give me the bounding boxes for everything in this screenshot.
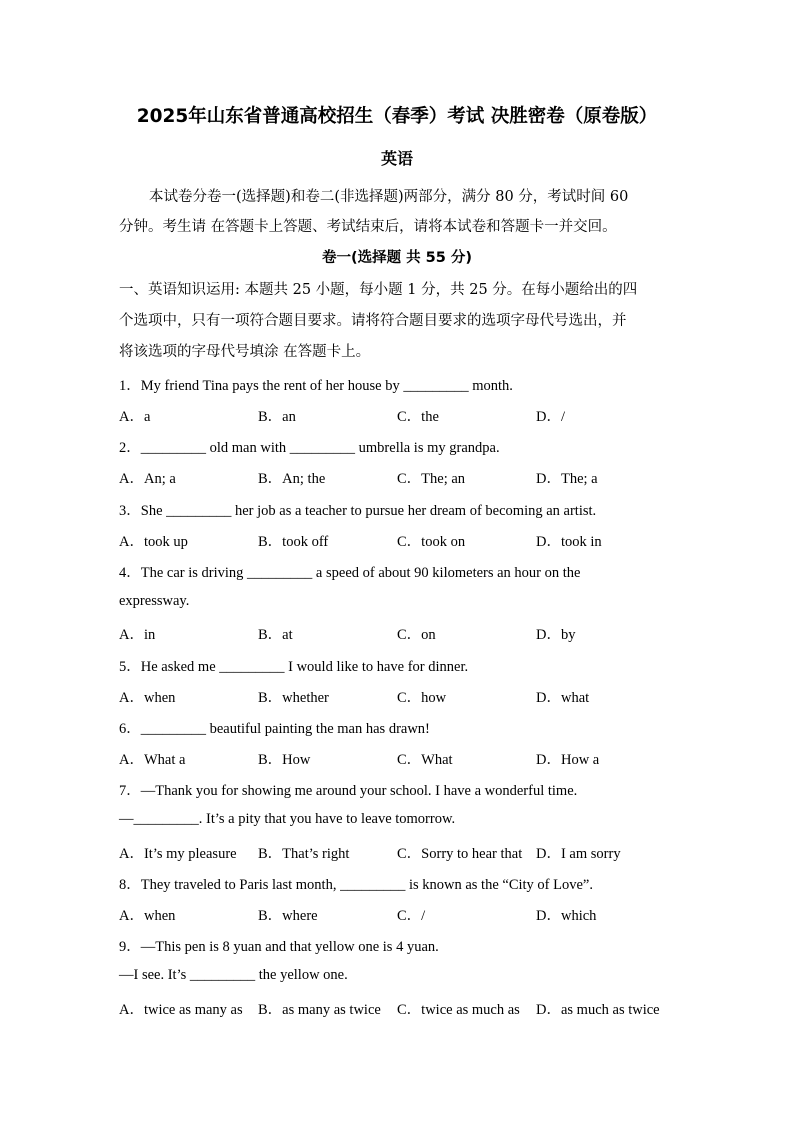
option-a: A．What a (119, 752, 186, 768)
question-3-options (119, 530, 679, 550)
option-a: A．when (119, 908, 176, 924)
option-d: D．The; a (536, 471, 598, 487)
option-d: D．as much as twice (536, 1002, 660, 1018)
option-a: A．twice as many as (119, 1002, 243, 1018)
question-1-options (119, 405, 679, 425)
option-d: D．what (536, 690, 590, 706)
option-b: B．whether (258, 690, 329, 706)
question-8-stem: 8．They traveled to Paris last month, _________ is known as the “City of Love”. (119, 877, 593, 893)
option-a: A．took up (119, 534, 188, 550)
option-a: A．It’s my pleasure (119, 846, 237, 862)
option-d: D．by (536, 627, 576, 643)
option-a: A．An; a (119, 471, 176, 487)
option-c: C．the (397, 409, 439, 425)
question-7-stem-cont: —_________. It’s a pity that you have to leave tomorrow. (119, 811, 456, 827)
option-c: C．The; an (397, 471, 466, 487)
intro-line-2: 分钟。考生请 在答题卡上答题、考试结束后，请将本试卷和答题卡一并交回。 (119, 219, 617, 235)
instruction-line: 一、英语知识运用: 本题共 25 小题，每小题 1 分，共 25 分。在每小题给出的四 (119, 282, 638, 298)
question-4-stem-cont: expressway. (119, 593, 190, 609)
option-c: C．on (397, 627, 436, 643)
question-2-stem: 2．_________ old man with _________ umbrella is my grandpa. (119, 440, 500, 456)
option-b: B．where (258, 908, 318, 924)
option-b: B．How (258, 752, 311, 768)
option-c: C．/ (397, 908, 426, 924)
question-8-options (119, 904, 679, 924)
option-b: B．at (258, 627, 293, 643)
subject-heading: 英语 (380, 149, 413, 168)
option-b: B．took off (258, 534, 329, 550)
question-3-stem: 3．She _________ her job as a teacher to pursue her dream of becoming an artist. (119, 503, 597, 519)
option-b: B．An; the (258, 471, 326, 487)
option-d: D．which (536, 908, 597, 924)
option-d: D．/ (536, 409, 565, 425)
instruction-line: 个选项中，只有一项符合题目要求。请将符合题目要求的选项字母代号选出，并 (119, 313, 627, 329)
question-9-stem-cont: —I see. It’s _________ the yellow one. (119, 967, 348, 983)
section-instructions (119, 275, 679, 368)
option-b: B．as many as twice (258, 1002, 381, 1018)
instruction-line: 将该选项的字母代号填涂 在答题卡上。 (119, 344, 371, 360)
option-b: B．That’s right (258, 846, 350, 862)
option-b: B．an (258, 409, 296, 425)
question-9-options (119, 998, 679, 1018)
question-7-options (119, 842, 679, 862)
option-c: C．twice as much as (397, 1002, 520, 1018)
intro-line-1: 本试卷分卷一(选择题)和卷二(非选择题)两部分，满分 80 分，考试时间 60 (149, 189, 629, 205)
question-5-stem: 5．He asked me _________ I would like to have for dinner. (119, 659, 469, 675)
question-9-stem: 9．—This pen is 8 yuan and that yellow one is 4 yuan. (119, 939, 439, 955)
option-c: C．how (397, 690, 447, 706)
option-a: A．a (119, 409, 151, 425)
question-7-stem: 7．—Thank you for showing me around your school. I have a wonderful time. (119, 783, 578, 799)
option-a: A．in (119, 627, 156, 643)
intro-paragraph (119, 182, 679, 242)
question-4-stem: 4．The car is driving _________ a speed of about 90 kilometers an hour on the (119, 565, 581, 581)
question-4-options (119, 623, 679, 643)
option-a: A．when (119, 690, 176, 706)
option-c: C．What (397, 752, 453, 768)
option-d: D．took in (536, 534, 602, 550)
question-1-stem: 1．My friend Tina pays the rent of her house by _________ month. (119, 378, 513, 394)
option-d: D．How a (536, 752, 600, 768)
question-5-options (119, 686, 679, 706)
section-title: 卷一(选择题 共 55 分) (321, 250, 473, 266)
question-6-options (119, 748, 679, 768)
option-c: C．Sorry to hear that (397, 846, 523, 862)
option-c: C．took on (397, 534, 466, 550)
option-d: D．I am sorry (536, 846, 621, 862)
question-6-stem: 6．_________ beautiful painting the man has drawn! (119, 721, 430, 737)
question-2-options (119, 467, 679, 487)
exam-title: 2025年山东省普通高校招生（春季）考试 决胜密卷（原卷版） (136, 106, 658, 127)
